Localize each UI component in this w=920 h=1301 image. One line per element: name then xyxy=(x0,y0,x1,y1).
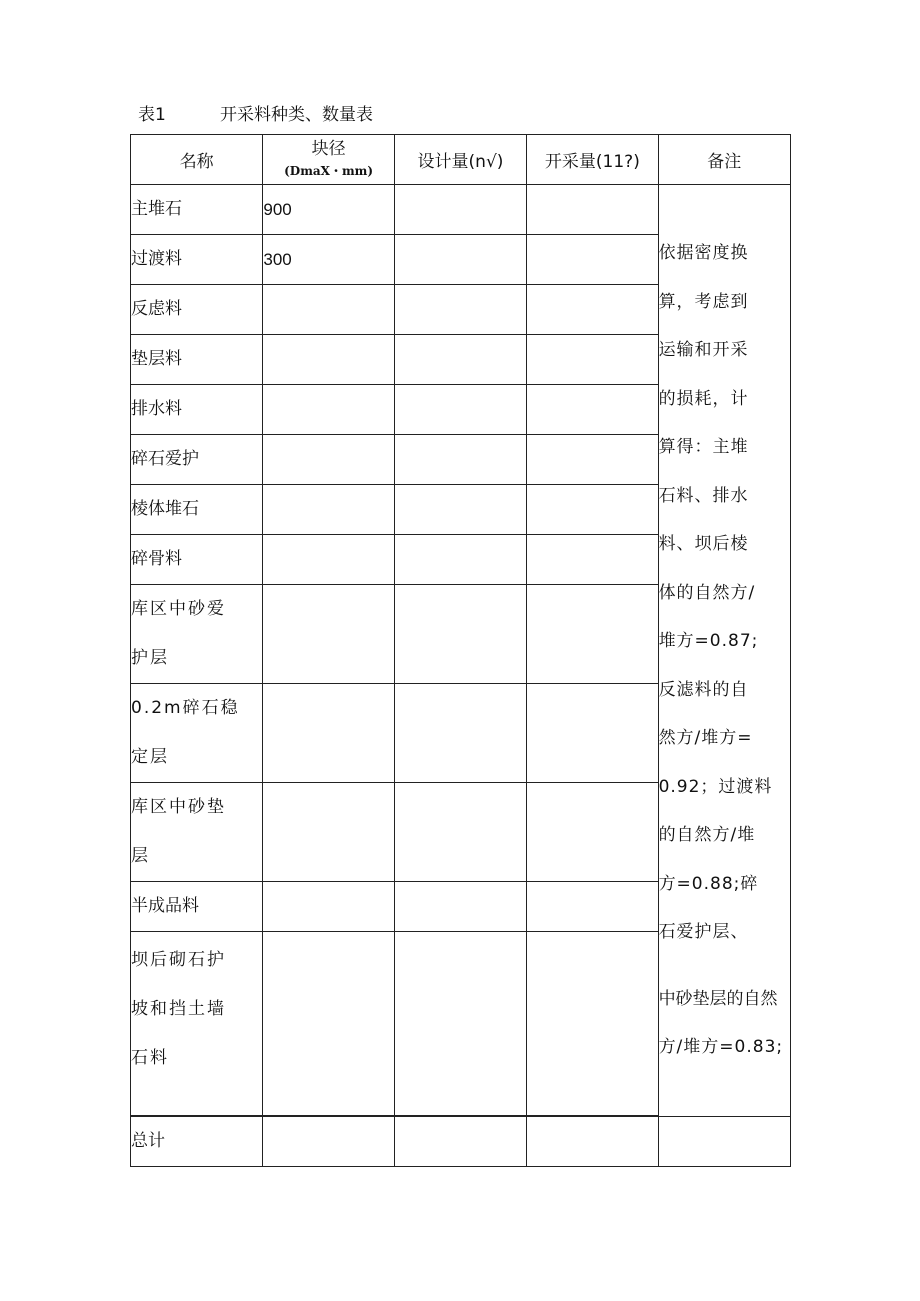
total-label: 总计 xyxy=(131,1117,263,1167)
row-design xyxy=(394,335,526,385)
note-line: 堆方=0.87; xyxy=(658,631,759,652)
note-line: 的损耗，计 xyxy=(658,388,749,409)
row-name-line: 石料 xyxy=(131,1048,169,1068)
row-design xyxy=(394,385,526,435)
row-name-line: 0.2m碎石稳 xyxy=(131,698,240,718)
row-design xyxy=(394,932,526,1116)
row-name-line: 库区中砂垫 xyxy=(131,797,226,817)
header-size-line2: (DmaX・mm) xyxy=(284,163,374,178)
row-name: 棱体堆石 xyxy=(131,485,263,535)
note-line: 算得：主堆 xyxy=(658,437,749,458)
row-size xyxy=(263,535,394,585)
row-size xyxy=(263,285,394,335)
note-line: 方/堆方=0.83; xyxy=(658,1037,784,1058)
row-design xyxy=(394,235,526,285)
row-mining xyxy=(527,285,658,335)
row-size: 900 xyxy=(263,185,394,235)
header-design: 设计量(n√) xyxy=(394,135,526,185)
row-name: 垫层料 xyxy=(131,335,263,385)
note-line: 石爱护层、 xyxy=(658,922,749,943)
row-size xyxy=(263,435,394,485)
row-size xyxy=(263,385,394,435)
header-row xyxy=(131,135,791,185)
row-design xyxy=(394,882,526,932)
materials-table xyxy=(130,134,791,1167)
row-size xyxy=(263,585,394,684)
table-title: 开采料种类、数量表 xyxy=(220,105,373,125)
header-mining: 开采量(11?) xyxy=(527,135,658,185)
row-size: 300 xyxy=(263,235,394,285)
note-line: 依据密度换 xyxy=(658,243,749,264)
row-name: 碎石爱护 xyxy=(131,435,263,485)
row-name-line: 护层 xyxy=(131,648,169,668)
row-mining xyxy=(527,335,658,385)
note-line: 然方/堆方= xyxy=(658,728,753,749)
row-name: 排水料 xyxy=(131,385,263,435)
row-name-line: 库区中砂爱 xyxy=(131,599,226,619)
header-name: 名称 xyxy=(131,135,263,185)
note-line: 石料、排水 xyxy=(658,485,749,506)
total-design xyxy=(394,1117,526,1167)
note-line: 反滤料的自 xyxy=(658,679,749,700)
note-line: 0.92；过渡料 xyxy=(658,776,773,797)
row-design xyxy=(394,783,526,882)
row-name: 反虑料 xyxy=(131,285,263,335)
row-design xyxy=(394,185,526,235)
row-size xyxy=(263,684,394,783)
total-row xyxy=(131,1117,791,1167)
row-name: 主堆石 xyxy=(131,185,263,235)
row-size xyxy=(263,882,394,932)
row-mining xyxy=(527,585,658,684)
row-mining xyxy=(527,485,658,535)
header-note: 备注 xyxy=(658,135,790,185)
table-row xyxy=(131,185,791,235)
total-size xyxy=(263,1117,394,1167)
row-name-line: 定层 xyxy=(131,747,169,767)
row-name: 半成品料 xyxy=(131,882,263,932)
row-design xyxy=(394,285,526,335)
row-name xyxy=(131,783,263,882)
row-size xyxy=(263,335,394,385)
row-mining xyxy=(527,185,658,235)
row-design xyxy=(394,585,526,684)
table-number: 表1 xyxy=(138,105,166,125)
row-design xyxy=(394,435,526,485)
row-name xyxy=(131,585,263,684)
row-name xyxy=(131,932,263,1116)
header-size-line1: 块径 xyxy=(311,138,346,159)
row-design xyxy=(394,485,526,535)
row-name-line: 坝后砌石护 xyxy=(131,950,226,970)
row-mining xyxy=(527,882,658,932)
row-mining xyxy=(527,932,658,1116)
row-size xyxy=(263,783,394,882)
table-caption xyxy=(138,100,373,125)
row-mining xyxy=(527,783,658,882)
total-mining xyxy=(527,1117,658,1167)
note-line: 算，考虑到 xyxy=(658,291,749,312)
note-cell xyxy=(658,185,790,1117)
row-name: 碎骨料 xyxy=(131,535,263,585)
row-mining xyxy=(527,435,658,485)
row-name-line: 坡和挡土墙 xyxy=(131,999,226,1019)
row-size xyxy=(263,932,394,1116)
row-mining xyxy=(527,235,658,285)
row-mining xyxy=(527,684,658,783)
note-line: 料、坝后棱 xyxy=(658,534,749,555)
row-design xyxy=(394,684,526,783)
row-design xyxy=(394,535,526,585)
header-size xyxy=(263,135,394,185)
note-line: 的自然方/堆 xyxy=(658,825,756,846)
total-note xyxy=(658,1117,790,1167)
row-size xyxy=(263,485,394,535)
row-mining xyxy=(527,535,658,585)
note-line: 中砂垫层的自然 xyxy=(658,988,778,1009)
row-name: 过渡料 xyxy=(131,235,263,285)
note-line: 运输和开采 xyxy=(658,340,749,361)
note-line: 方=0.88;碎 xyxy=(658,873,759,894)
row-name-line: 层 xyxy=(131,846,150,866)
row-name xyxy=(131,684,263,783)
note-text xyxy=(659,229,790,1072)
note-line: 体的自然方/ xyxy=(658,582,756,603)
row-mining xyxy=(527,385,658,435)
